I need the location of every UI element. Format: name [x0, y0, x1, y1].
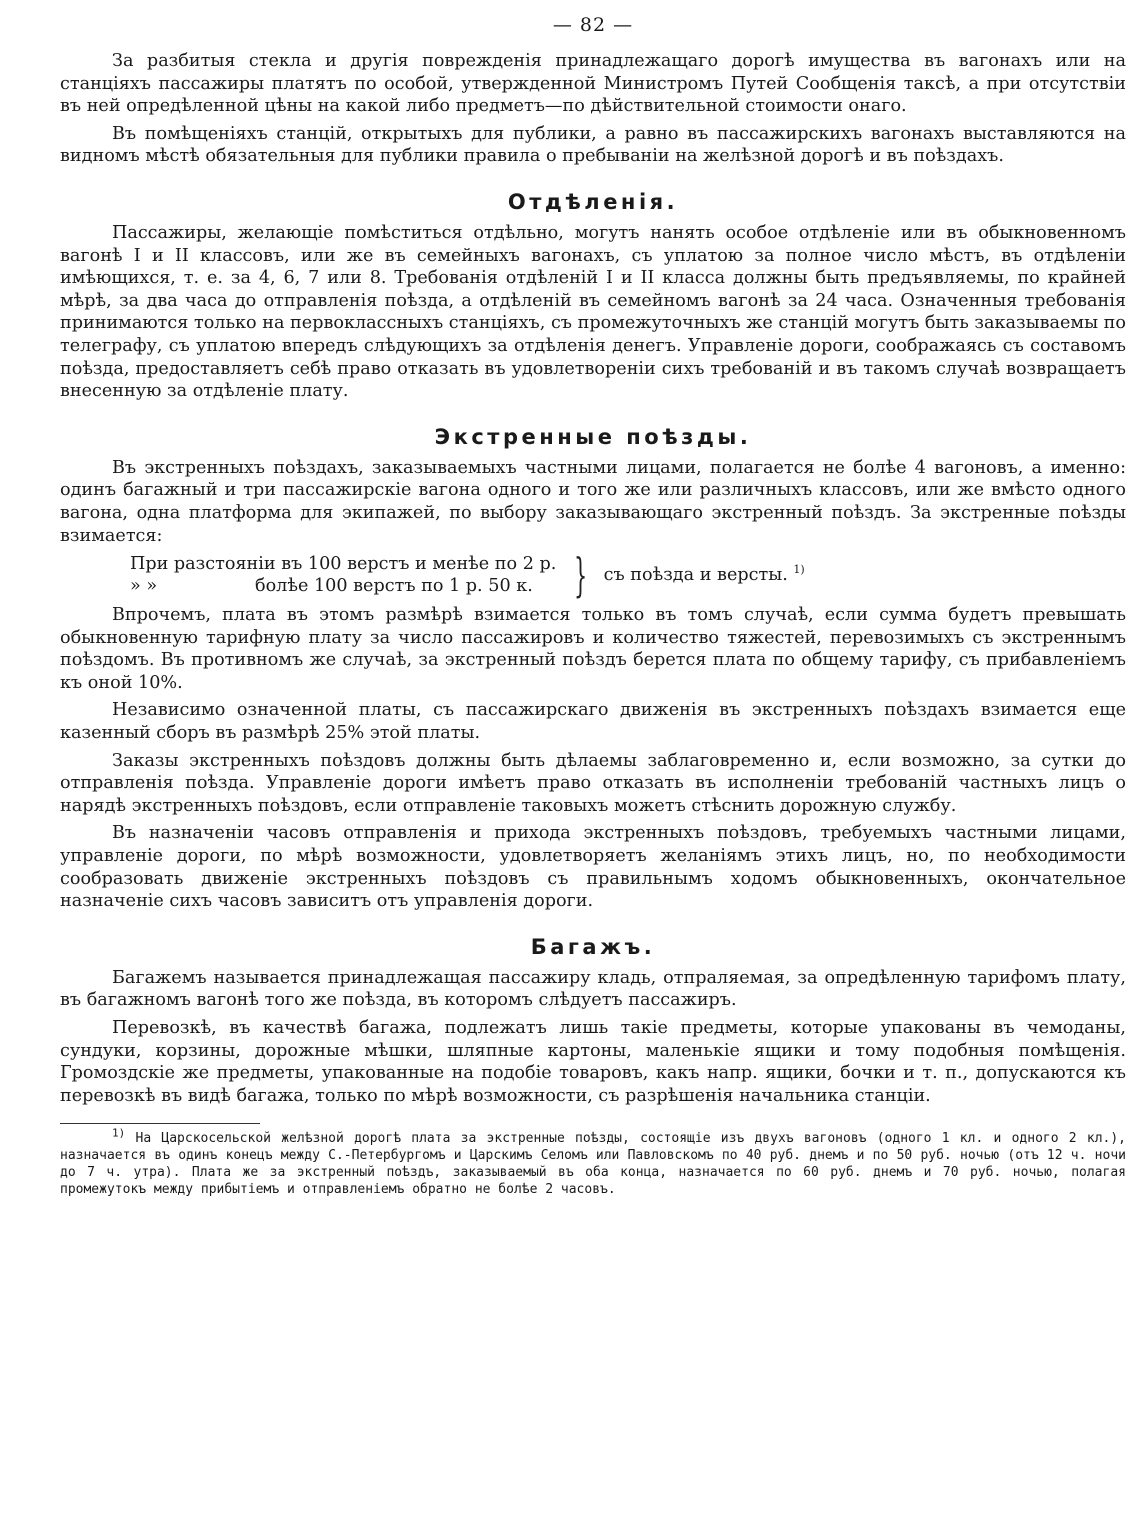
section-heading-compartments: Отдѣленія. [507, 189, 679, 214]
ditto-marks: » » [130, 576, 158, 597]
fare-line-long-distance [130, 575, 556, 598]
paragraph-special-trains-intro: Въ экстренныхъ поѣздахъ, заказываемыхъ частными лицами, полагается не болѣе 4 вагоновъ, а именно: одинъ багажный и три пассажирскіе вагона одного и того же или различныхъ классовъ, или же вмѣсто одного вагона, одна платформа для экипажей, по выбору заказывающаго экстренный поѣздъ. За экстренные поѣзды взимается: [60, 457, 1126, 546]
paragraph-compartments: Пассажиры, желающіе помѣститься отдѣльно, могутъ нанять особое отдѣленіе или въ обыкновенномъ вагонѣ I и II классовъ, или же въ семейныхъ вагонахъ, съ уплатою за полное число мѣстъ, въ отдѣленіи имѣющихся, т. е. за 4, 6, 7 или 8. Требованія отдѣленій I и II класса должны быть предъявляемы, по крайней мѣрѣ, за два часа до отправленія поѣзда, а отдѣленій въ семейномъ вагонѣ за 24 часа. Означенныя требованія принимаются только на первоклассныхъ станціяхъ, съ промежуточныхъ же станцій могутъ быть заказываемы по телеграфу, съ уплатою впередъ слѣдующихъ за отдѣленія денегъ. Управленіе дороги, соображаясь съ составомъ поѣзда, предоставляетъ себѣ право отказать въ удовлетвореніи сихъ требованій и въ такомъ случаѣ возвращаетъ внесенную за отдѣленіе плату. [60, 222, 1126, 402]
footnote-text: На Царскосельской желѣзной дорогѣ плата за экстренные поѣзды, состоящіе изъ двухъ вагоновъ (одного 1 кл. и одного 2 кл.), назначается въ одинъ конецъ между С.-Петербургомъ и Царскимъ Селомъ или Павловскомъ по 40 руб. днемъ и по 50 руб. ночью (отъ 12 ч. ночи до 7 ч. утра). Плата же за экстренный поѣздъ, заказываемый въ оба конца, назначается по 60 руб. днемъ и 70 руб. ночью, полагая промежутокъ между прибытіемъ и отправленіемъ обратно не болѣе 2 часовъ. [60, 1131, 1127, 1198]
section-heading-special-trains: Экстренные поѣзды. [434, 424, 752, 449]
section-heading-baggage: Багажъ. [530, 934, 656, 959]
footnote-mark: 1) [112, 1127, 126, 1141]
brace-symbol: } [574, 548, 588, 603]
fare-table [130, 548, 1126, 603]
paragraph-damages: За разбитыя стекла и другія поврежденія принадлежащаго дорогѣ имущества въ вагонахъ или на станціяхъ пассажиры платятъ по особой, утвержденной Министромъ Путей Сообщенія таксѣ, а при отсутствіи въ ней опредѣленной цѣны на какой либо предметъ—по дѣйствительной стоимости онаго. [60, 51, 1126, 117]
fare-line-long-distance-text: болѣе 100 верстъ по 1 р. 50 к. [255, 576, 533, 597]
paragraph-special-trains-tariff: Впрочемъ, плата въ этомъ размѣрѣ взимается только въ томъ случаѣ, если сумма будетъ превышать обыкновенную тарифную плату за число пассажировъ и количество тяжестей, перевозимыхъ съ экстреннымъ поѣздомъ. Въ противномъ же случаѣ, за экстренный поѣздъ берется плата по общему тарифу, съ прибавленіемъ къ оной 10%. [60, 605, 1126, 693]
fare-unit-text: съ поѣзда и версты. [603, 564, 788, 585]
page-number: — 82 — [552, 14, 634, 36]
fare-unit [604, 564, 805, 587]
document-page [60, 14, 1126, 1198]
paragraph-special-trains-orders: Заказы экстренныхъ поѣздовъ должны быть дѣлаемы заблаговременно и, если возможно, за сутки до отправленія поѣзда. Управленіе дороги имѣетъ право отказать въ исполненіи требованій частныхъ лицъ о нарядѣ экстренныхъ поѣздовъ, если отправленіе таковыхъ можетъ стѣснить дорожную службу. [60, 750, 1126, 816]
paragraph-special-trains-schedule: Въ назначеніи часовъ отправленія и прихода экстренныхъ поѣздовъ, требуемыхъ частными лицами, управленіе дороги, по мѣрѣ возможности, удовлетворяетъ желаніямъ этихъ лицъ, но, по необходимости сообразовать движеніе экстренныхъ поѣздовъ съ правильнымъ ходомъ обыкновенныхъ, окончательное назначеніе сихъ часовъ зависитъ отъ управленія дороги. [60, 823, 1126, 912]
fare-line-short-distance: При разстояніи въ 100 верстъ и менѣе по 2 р. [130, 553, 557, 574]
paragraph-baggage-definition: Багажемъ называется принадлежащая пассажиру кладь, отпраляемая, за опредѣленную тарифомъ плату, въ багажномъ вагонѣ того же поѣзда, въ которомъ слѣдуетъ пассажиръ. [60, 967, 1126, 1011]
fare-lines [130, 553, 556, 598]
footnote-ref-mark: 1) [793, 562, 805, 576]
paragraph-special-trains-tax: Независимо означенной платы, съ пассажирскаго движенія въ экстренныхъ поѣздахъ взимается еще казенный сборъ въ размѣрѣ 25% этой платы. [60, 700, 1126, 744]
footnote-divider [60, 1123, 260, 1124]
paragraph-baggage-items: Перевозкѣ, въ качествѣ багажа, подлежатъ лишь такіе предметы, которые упакованы въ чемоданы, сундуки, корзины, дорожные мѣшки, шляпные картоны, маленькіе ящики и тому подобныя помѣщенія. Громоздскіе же предметы, упакованные на подобіе товаровъ, какъ напр. ящики, бочки и т. п., допускаются къ перевозкѣ въ видѣ багажа, только по мѣрѣ возможности, съ разрѣшенія начальника станціи. [60, 1018, 1126, 1106]
paragraph-station-rules: Въ помѣщеніяхъ станцій, открытыхъ для публики, а равно въ пассажирскихъ вагонахъ выставляются на видномъ мѣстѣ обязательныя для публики правила о пребываніи на желѣзной дорогѣ и въ поѣздахъ. [60, 123, 1126, 167]
footnote [60, 1127, 1127, 1198]
